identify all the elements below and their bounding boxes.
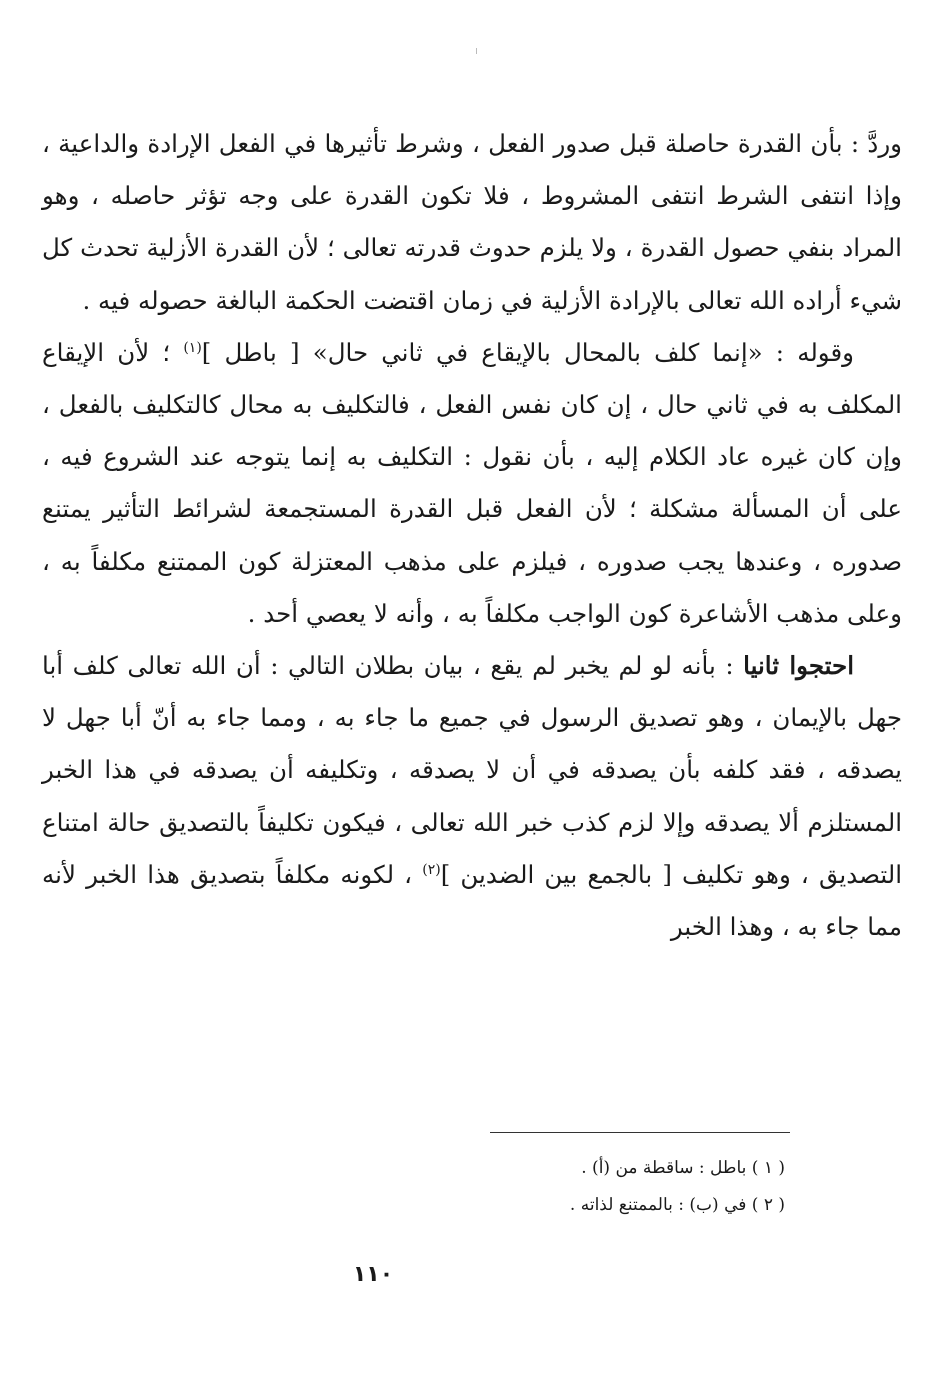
paragraph-2-text-start: وقوله : «إنما كلف بالمحال بالإيقاع في ثاني حال» [ باطل ]: [201, 337, 855, 367]
paragraph-3-lead: احتجوا ثانيا: [743, 651, 854, 681]
scan-mark: [476, 48, 477, 54]
paragraph-1: [42, 118, 902, 327]
footnote-divider: [490, 1132, 790, 1133]
footnote-ref-2: (٢): [422, 861, 441, 878]
paragraph-2-text-end: ؛ لأن الإيقاع المكلف به في ثاني حال ، إن كان نفس الفعل ، فالتكليف به محال كالتكليف بالفعل ، وإن كان غيره عاد الكلام إليه ، بأن نقول : التكليف به إنما يتوجه عند الشروع فيه ، على أن المسألة مشكلة ؛ لأن الفعل قبل القدرة المستجمعة لشرائط التأثير يمتنع صدوره ، وعندها يجب صدوره ، فيلزم على مذهب المعتزلة كون الممتنع مكلفاً به ، وعلى مذهب الأشاعرة كون الواجب مكلفاً به ، وأنه لا يعصي أحد .: [42, 337, 902, 628]
paragraph-2: [42, 327, 902, 640]
main-text: [42, 118, 902, 953]
footnotes: [300, 1150, 785, 1224]
paragraph-1-text: وردَّ : بأن القدرة حاصلة قبل صدور الفعل ، وشرط تأثيرها في الفعل الإرادة والداعية ، وإذا انتفى الشرط انتفى المشروط ، فلا تكون القدرة على وجه تؤثر حاصله ، وهو المراد بنفي حصول القدرة ، ولا يلزم حدوث قدرته تعالى ؛ لأن القدرة الأزلية تحدث كل شيء أراده الله تعالى بالإرادة الأزلية في زمان اقتضت الحكمة البالغة حصوله فيه .: [42, 129, 902, 315]
paragraph-3-text-end: ، لكونه مكلفاً بتصديق هذا الخبر لأنه مما جاء به ، وهذا الخبر: [42, 859, 902, 942]
paragraph-3: [42, 640, 902, 953]
footnote-1: ( ١ ) باطل : ساقطة من (أ) .: [581, 1158, 785, 1178]
footnote-ref-1: (١): [183, 339, 202, 356]
footnote-2: ( ٢ ) في (ب) : بالممتنع لذاته .: [569, 1195, 785, 1215]
page-number: ١١٠: [352, 1262, 394, 1287]
paragraph-3-text-start: : بأنه لو لم يخبر لم يقع ، بيان بطلان التالي : أن الله تعالى كلف أبا جهل بالإيمان ، وهو تصديق الرسول في جميع ما جاء به ، ومما جاء به أنّ أبا جهل لا يصدقه ، فقد كلفه بأن يصدقه في أن لا يصدقه ، وتكليفه أن يصدقه في هذا الخبر المستلزم ألا يصدقه وإلا لزم كذب خبر الله تعالى ، فيكون تكليفاً بالتصديق حالة امتناع التصديق ، وهو تكليف [ بالجمع بين الضدين ]: [42, 651, 903, 889]
